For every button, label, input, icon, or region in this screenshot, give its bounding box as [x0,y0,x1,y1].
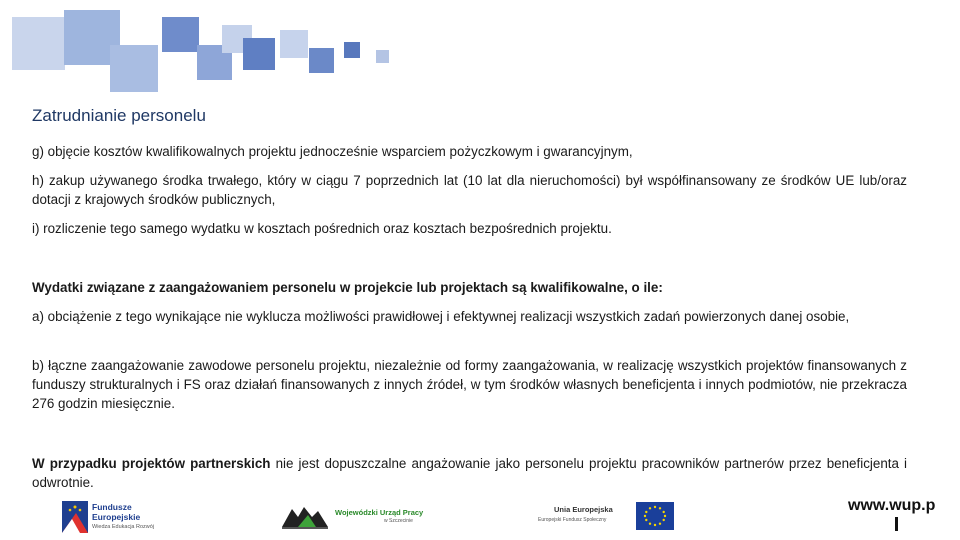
fe-logo-line3: Wiedza Edukacja Rozwój [92,524,155,530]
deco-square [110,45,158,92]
wup-logo-line2: w Szczecinie [384,518,413,524]
partners-note [32,454,907,492]
ue-logo-line1: Unia Europejska [554,505,613,514]
ue-logo-line2: Europejski Fundusz Społeczny [538,517,607,523]
item-h: h) zakup używanego środka trwałego, który w ciągu 7 poprzednich lat (10 lat dla nieruchomości) był współfinansowany ze środków UE lub/oraz dotacji z krajowych środków publicznych, [32,173,907,207]
deco-square [12,17,65,70]
conditions-heading: Wydatki związane z zaangażowaniem personelu w projekcie lub projektach są kwalifikowalne, o ile: [32,280,663,295]
eu-flag-icon [636,502,674,530]
deco-square [309,48,334,73]
fe-logo-line1: Fundusze [92,502,132,512]
deco-square [280,30,308,58]
wup-logo-line1: Wojewódzki Urząd Pracy [335,508,424,517]
deco-square [243,38,275,70]
page-title: Zatrudnianie personelu [32,106,206,125]
fe-logo-line2: Europejskie [92,512,141,522]
url-overflow-glyph [895,517,898,531]
item-g: g) objęcie kosztów kwalifikowalnych projektu jednocześnie wsparciem pożyczkowym i gwarancyjnym, [32,144,633,159]
item-a: a) obciążenie z tego wynikające nie wyklucza możliwości prawidłowej i efektywnej realizacji wszystkich zadań powierzonych danej osobie, [32,309,850,324]
item-i: i) rozliczenie tego samego wydatku w kosztach pośrednich oraz kosztach bezpośrednich projektu. [32,221,612,236]
item-b: b) łączne zaangażowanie zawodowe personelu projektu, niezależnie od formy zaangażowania, w realizację wszystkich projektów finansowanych z funduszy strukturalnych i FS oraz działań finansowanych z innych źródeł, w tym środków własnych beneficjenta i innych podmiotów, nie przekracza 276 godzin miesięcznie. [32,358,907,411]
wup-logo [280,500,430,534]
fundusze-europejskie-logo [62,500,182,534]
fe-emblem-icon [62,501,88,533]
deco-square [344,42,360,58]
partners-note-bold: W przypadku projektów partnerskich [32,456,271,471]
wup-emblem-icon [280,503,330,531]
unia-europejska-logo [538,500,678,534]
website-url[interactable]: www.wup.p [848,497,936,514]
partners-note-rest: nie jest dopuszczalne angażowanie jako personelu projektu pracowników partnerów przez beneficjenta i odwrotnie. [32,456,907,490]
deco-square [376,50,389,63]
deco-square [162,17,199,52]
